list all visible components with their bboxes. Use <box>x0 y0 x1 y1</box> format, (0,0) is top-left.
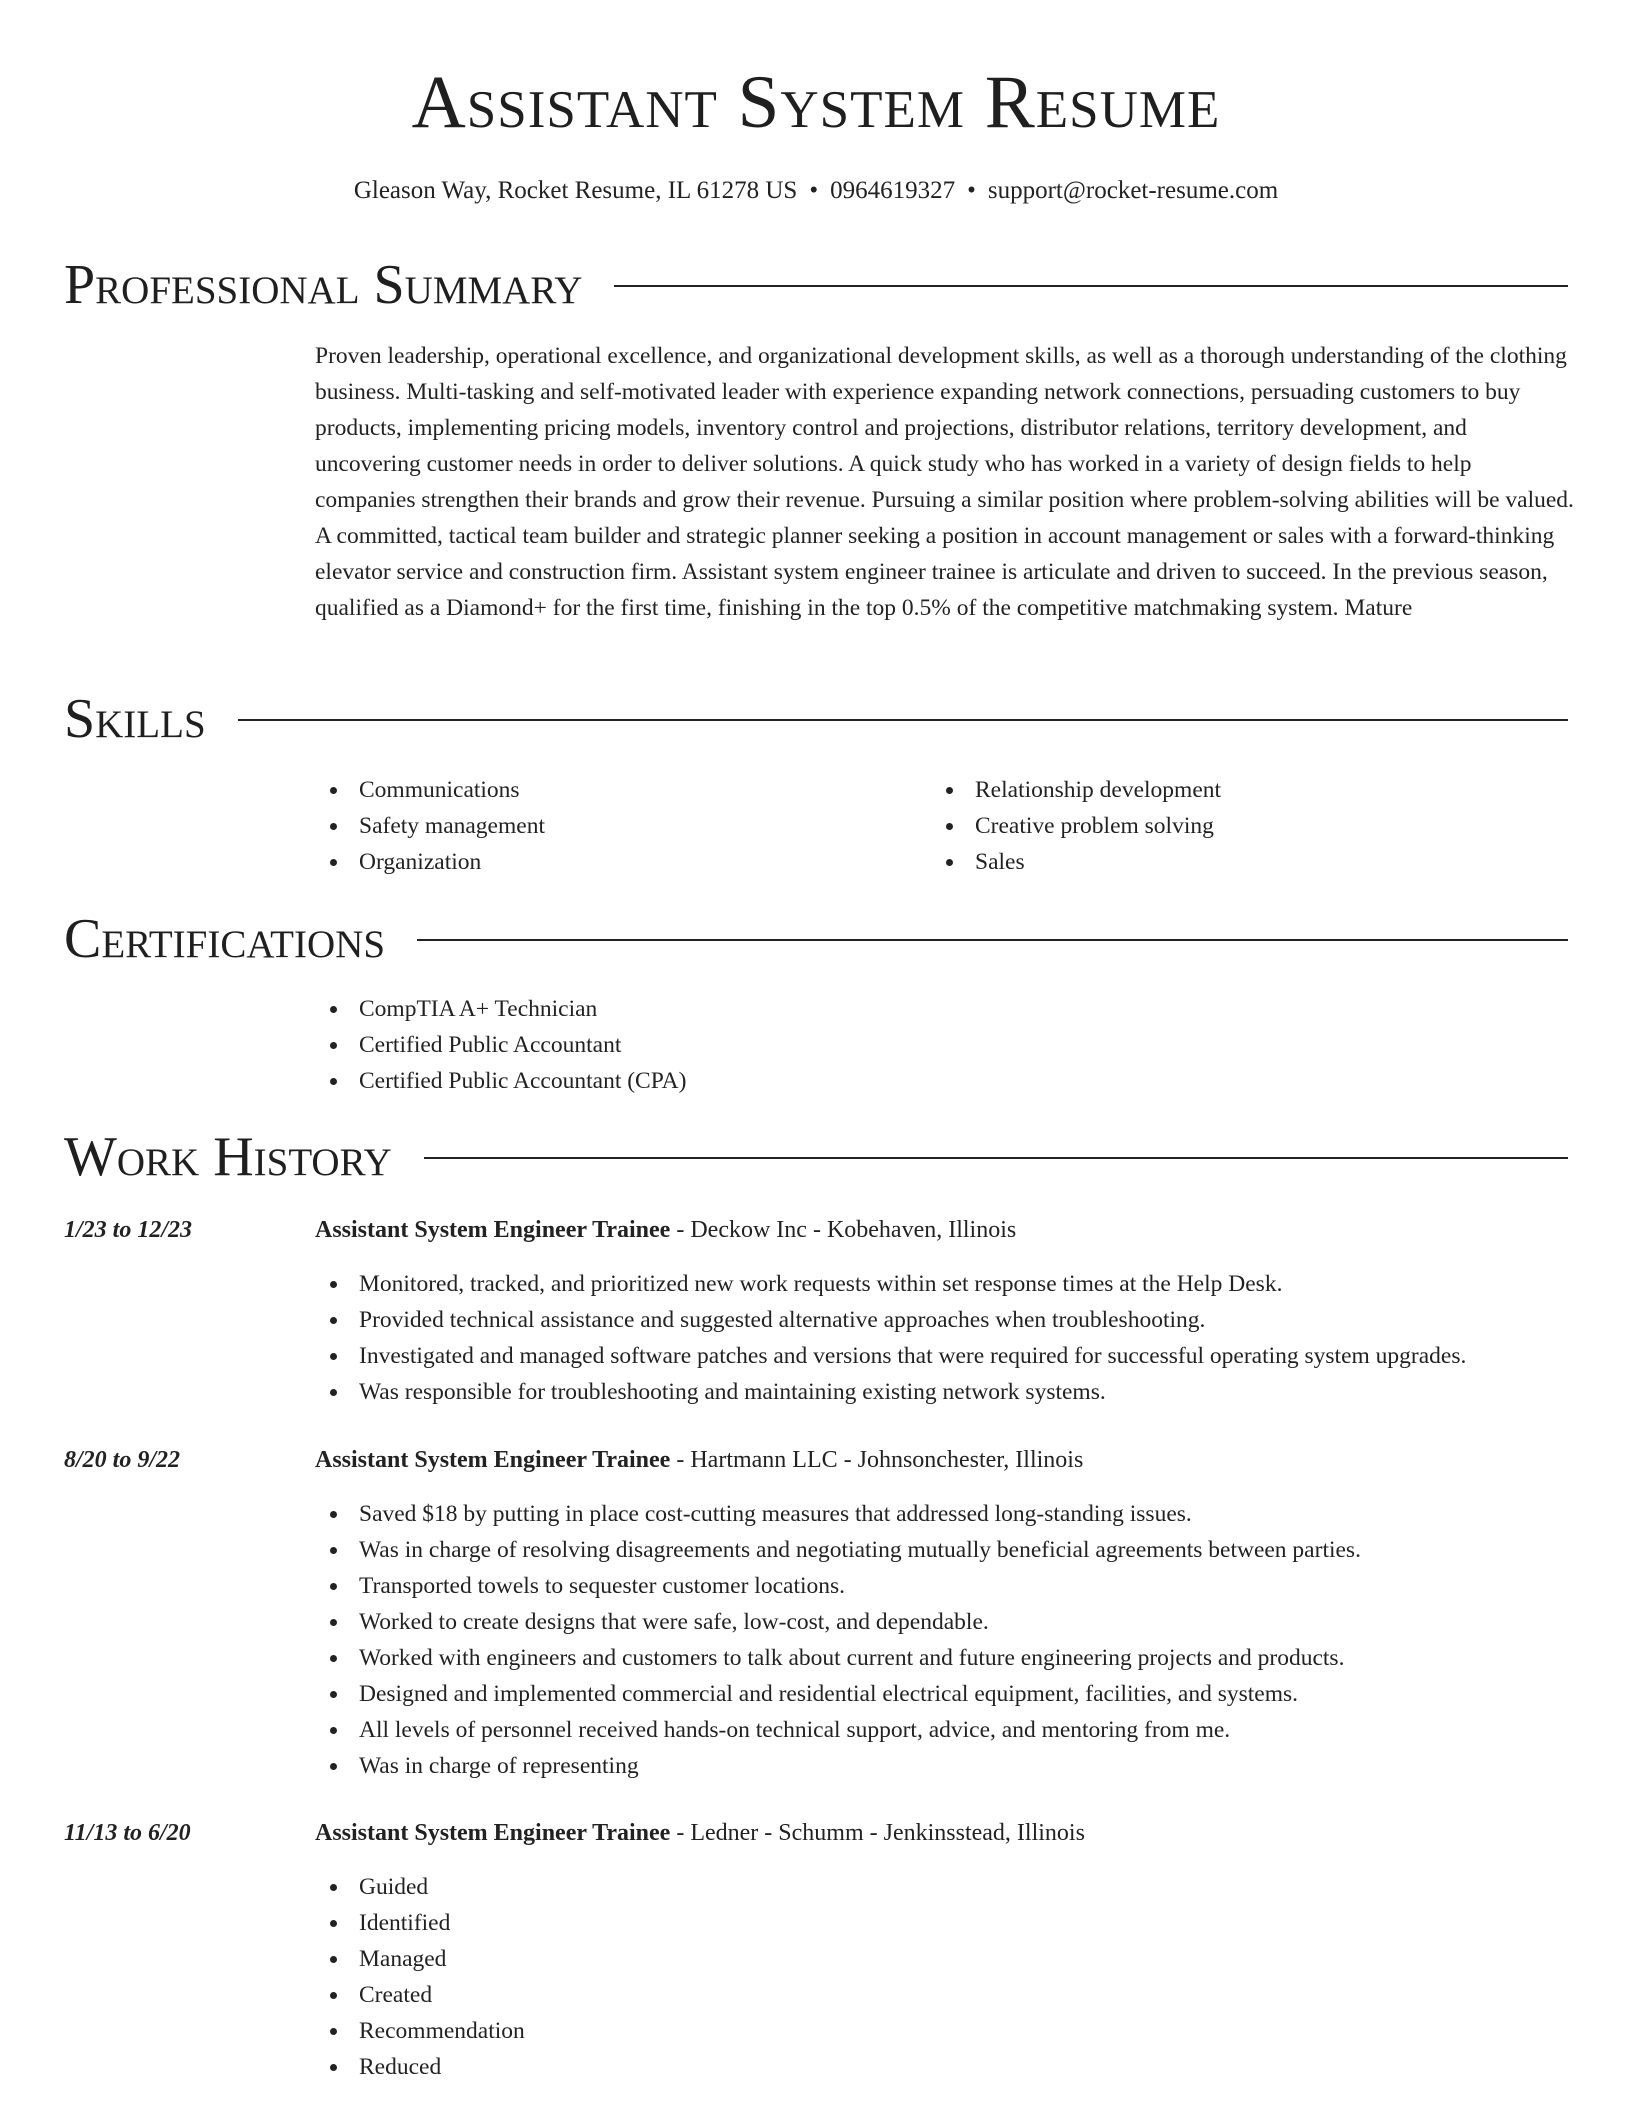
job-bullets <box>315 1266 1585 1410</box>
summary-heading: Professional Summary <box>64 254 583 316</box>
certifications-list <box>315 991 1515 1099</box>
job-dates: 1/23 to 12/23 <box>64 1217 193 1243</box>
job-bullet: Was in charge of resolving disagreements and negotiating mutually beneficial agreements between parties. <box>315 1532 1585 1568</box>
skill-item: Communications <box>315 772 915 808</box>
job-bullet: Reduced <box>315 2049 1585 2085</box>
job-bullet: Monitored, tracked, and prioritized new work requests within set response times at the Help Desk. <box>315 1266 1585 1302</box>
section-divider <box>424 1157 1568 1159</box>
job-bullets <box>315 1869 1585 2085</box>
job-title: Assistant System Engineer Trainee <box>315 1447 671 1473</box>
contact-email[interactable]: support@rocket-resume.com <box>987 177 1279 204</box>
job-bullet: Saved $18 by putting in place cost-cutting measures that addressed long-standing issues. <box>315 1496 1585 1532</box>
job-bullet: Worked with engineers and customers to talk about current and future engineering projects and products. <box>315 1640 1585 1676</box>
job-title: Assistant System Engineer Trainee <box>315 1217 671 1243</box>
section-divider <box>417 939 1568 941</box>
job-company: - Deckow Inc - Kobehaven, Illinois <box>670 1217 1017 1243</box>
skills-heading: Skills <box>64 688 206 750</box>
contact-separator: • <box>967 177 976 204</box>
certifications-section-header <box>64 906 1568 972</box>
job-bullet: Was in charge of representing <box>315 1748 1585 1784</box>
job-bullet: Provided technical assistance and suggested alternative approaches when troubleshooting. <box>315 1302 1585 1338</box>
contact-address: Gleason Way, Rocket Resume, IL 61278 US <box>353 177 798 204</box>
job-bullets <box>315 1496 1585 1784</box>
contact-separator: • <box>809 177 819 204</box>
skill-item: Creative problem solving <box>931 808 1531 844</box>
job-bullet: Was responsible for troubleshooting and maintaining existing network systems. <box>315 1374 1585 1410</box>
job-dates: 11/13 to 6/20 <box>64 1820 191 1846</box>
job-company: - Ledner - Schumm - Jenkinsstead, Illinois <box>670 1820 1085 1846</box>
skill-item: Organization <box>315 844 915 880</box>
job-bullet: Worked to create designs that were safe, low-cost, and dependable. <box>315 1604 1585 1640</box>
skill-item: Relationship development <box>931 772 1531 808</box>
summary-text: Proven leadership, operational excellence, and organizational development skills, as well as a thorough understanding of the clothing business. Multi-tasking and self-motivated leader with experience expanding network connections, persuading customers to buy products, implementing pricing models, inventory control and projections, distributor relations, territory development, and uncovering customer needs in order to deliver solutions. A quick study who has worked in a variety of design fields to help companies strengthen their brands and grow their revenue. Pursuing a similar position where problem-solving abilities will be valued. A committed, tactical team builder and strategic planner seeking a position in account management or sales with a forward-thinking elevator service and construction firm. Assistant system engineer trainee is articulate and driven to succeed. In the previous season, qualified as a Diamond+ for the first time, finishing in the top 0.5% of the competitive matchmaking system. Mature <box>315 343 1574 621</box>
job-bullet: Designed and implemented commercial and residential electrical equipment, facilities, and systems. <box>315 1676 1585 1712</box>
job-bullet: All levels of personnel received hands-on technical support, advice, and mentoring from me. <box>315 1712 1585 1748</box>
certification-item: Certified Public Accountant <box>315 1027 1515 1063</box>
job-dates: 8/20 to 9/22 <box>64 1447 181 1473</box>
contact-line <box>0 175 1632 207</box>
contact-phone: 0964619327 <box>830 177 956 204</box>
job-company: - Hartmann LLC - Johnsonchester, Illinois <box>670 1447 1084 1473</box>
job-title: Assistant System Engineer Trainee <box>315 1820 671 1846</box>
job-bullet: Guided <box>315 1869 1585 1905</box>
work-history-section-header <box>64 1124 1568 1190</box>
summary-section-header <box>64 252 1568 318</box>
certification-item: Certified Public Accountant (CPA) <box>315 1063 1515 1099</box>
job-bullet: Managed <box>315 1941 1585 1977</box>
job-title-line <box>315 1442 1083 1478</box>
job-bullet: Investigated and managed software patches and versions that were required for successful operating system upgrades. <box>315 1338 1585 1374</box>
job-bullet: Created <box>315 1977 1585 2013</box>
job-title-line <box>315 1815 1085 1851</box>
job-bullet: Identified <box>315 1905 1585 1941</box>
skills-list-left <box>315 772 915 880</box>
job-bullet: Recommendation <box>315 2013 1585 2049</box>
certification-item: CompTIA A+ Technician <box>315 991 1515 1027</box>
work-history-heading: Work History <box>64 1126 392 1188</box>
skill-item: Sales <box>931 844 1531 880</box>
skill-item: Safety management <box>315 808 915 844</box>
skills-list-right <box>931 772 1531 880</box>
certifications-heading: Certifications <box>64 908 386 970</box>
job-title-line <box>315 1212 1016 1248</box>
section-divider <box>614 285 1568 287</box>
resume-title: Assistant System Resume <box>411 61 1221 144</box>
job-bullet: Transported towels to sequester customer locations. <box>315 1568 1585 1604</box>
section-divider <box>238 719 1568 721</box>
skills-section-header <box>64 686 1568 752</box>
